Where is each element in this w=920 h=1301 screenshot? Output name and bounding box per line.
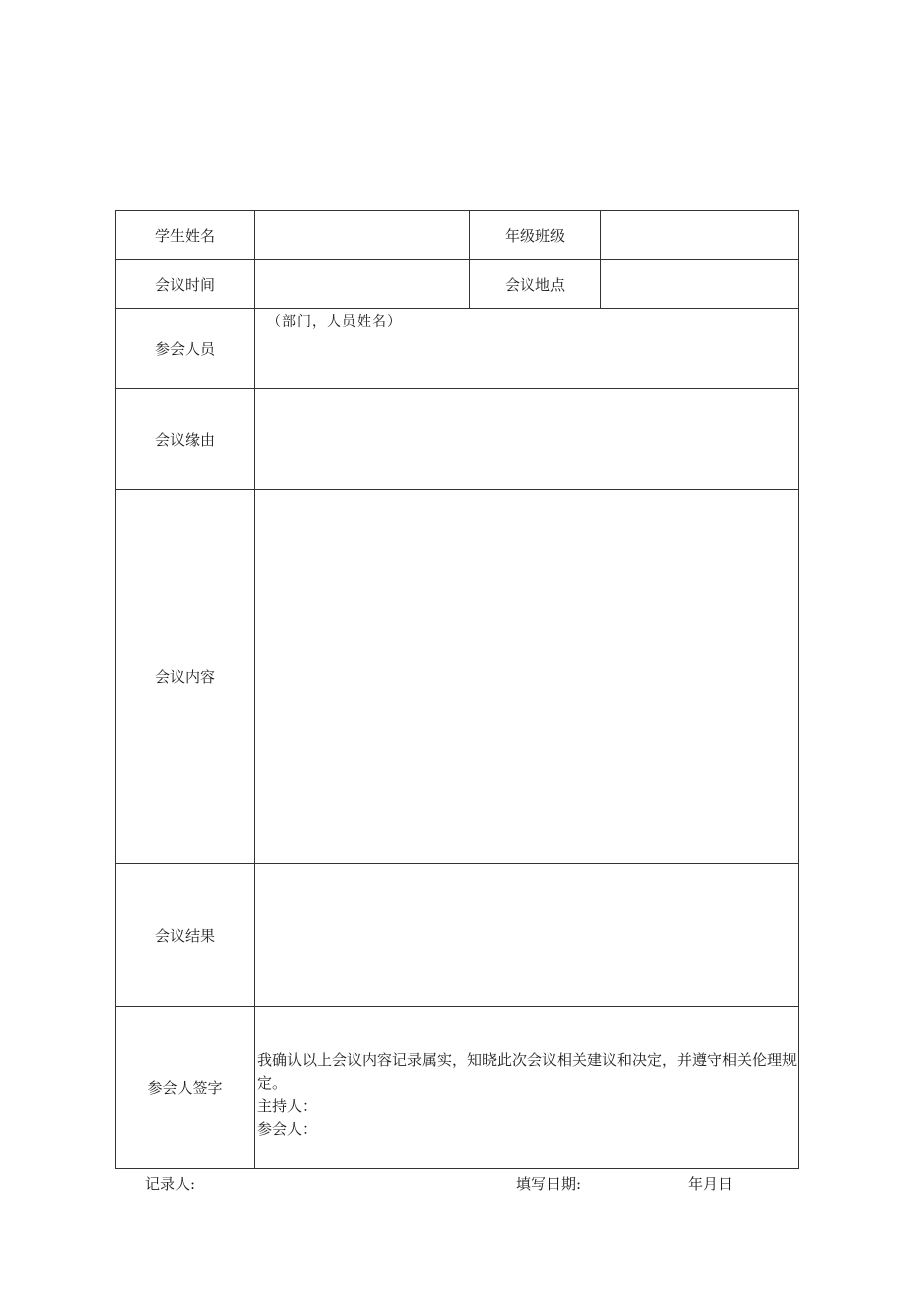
attendees-hint: （部门，人员姓名） [267,313,402,330]
row-content [116,490,799,864]
reason-label: 会议缘由 [116,389,255,490]
row-signature [116,1007,799,1169]
student-name-field[interactable] [255,211,470,260]
grade-class-label: 年级班级 [470,211,601,260]
row-meeting-time-place [116,260,799,309]
participants-label: 参会人： [257,1119,318,1138]
meeting-time-label: 会议时间 [116,260,255,309]
meeting-record-form [115,210,799,1169]
row-attendees [116,309,799,389]
meeting-time-field[interactable] [255,260,470,309]
signature-label: 参会人签字 [116,1007,255,1169]
meeting-place-field[interactable] [601,260,799,309]
content-label: 会议内容 [116,490,255,864]
host-label: 主持人： [257,1096,318,1115]
student-name-label: 学生姓名 [116,211,255,260]
row-reason [116,389,799,490]
result-label: 会议结果 [116,864,255,1007]
row-student-info [116,211,799,260]
attendees-field[interactable] [255,309,799,389]
meeting-place-label: 会议地点 [470,260,601,309]
content-field[interactable] [255,490,799,864]
recorder-label: 记录人: [145,1175,196,1193]
result-field[interactable] [255,864,799,1007]
fill-date-label: 填写日期: [516,1175,582,1193]
row-result [116,864,799,1007]
reason-field[interactable] [255,389,799,490]
attendees-label: 参会人员 [116,309,255,389]
grade-class-field[interactable] [601,211,799,260]
signature-statement: 我确认以上会议内容记录属实，知晓此次会议相关建议和决定，并遵守相关伦理规定。 [257,1050,798,1092]
date-units: 年月日 [688,1175,734,1193]
signature-field[interactable] [255,1007,799,1169]
